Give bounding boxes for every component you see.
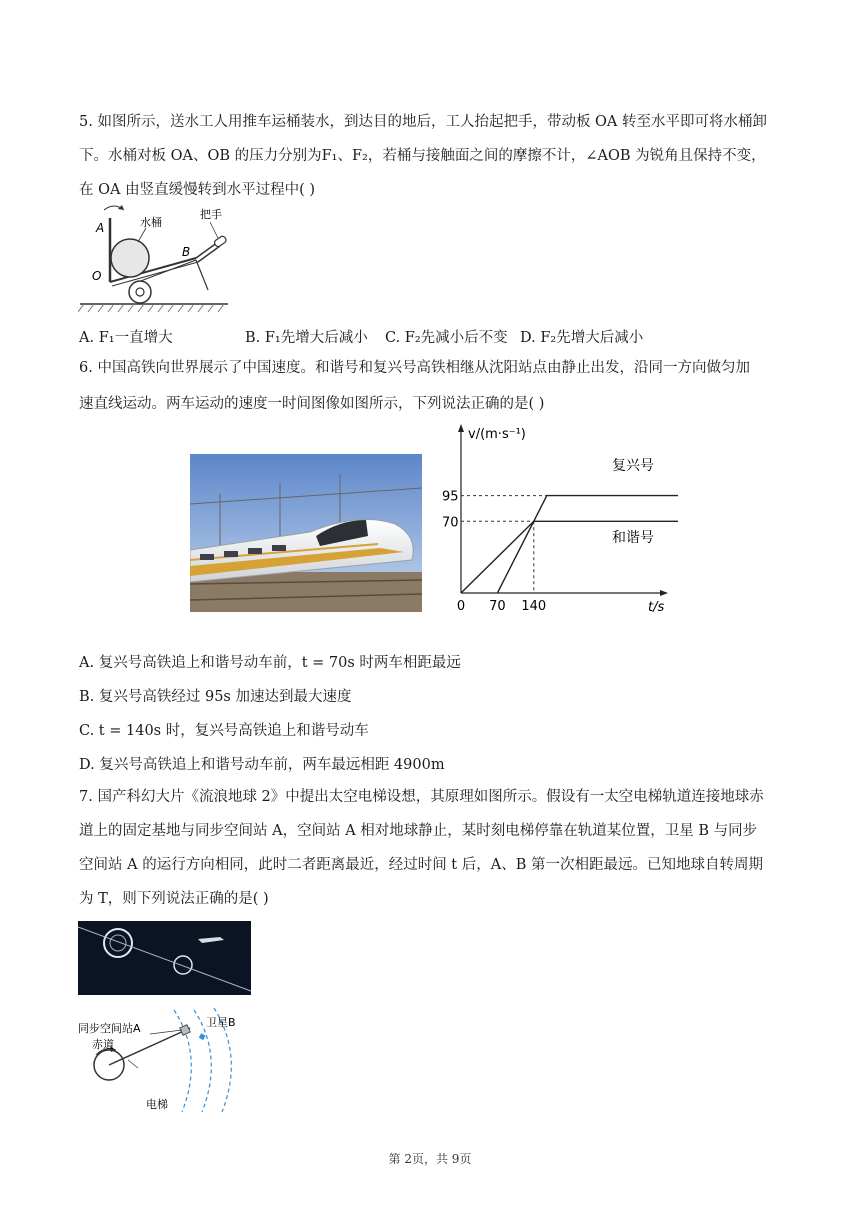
- q5-label-bucket: 水桶: [140, 216, 162, 229]
- q7-line1: 7. 国产科幻大片《流浪地球 2》中提出太空电梯设想，其原理如图所示。假设有一太空电梯轨道连接地球赤: [79, 789, 764, 805]
- q6-xtick-0: 0: [456, 599, 466, 614]
- q7-label-satellite: 卫星B: [206, 1016, 236, 1029]
- q5-line1: 5. 如图所示，送水工人用推车运桶装水，到达目的地后，工人抬起把手，带动板 OA 转至水平即可将水桶卸: [79, 114, 768, 130]
- q6-vt-chart: [428, 420, 678, 620]
- q5-label-a: A: [96, 221, 105, 235]
- q7-label-equator: 赤道: [92, 1038, 114, 1051]
- q6-series-fuxing-label: 复兴号: [612, 458, 654, 474]
- q5-label-handle: 把手: [200, 208, 222, 221]
- q5-line2: 下。水桶对板 OA、OB 的压力分别为F₁、F₂，若桶与接触面之间的摩擦不计，∠AOB 为锐角且保持不变，: [79, 148, 766, 164]
- q6-option-b: B. 复兴号高铁经过 95s 加速达到最大速度: [79, 689, 352, 705]
- q6-option-d: D. 复兴号高铁追上和谐号动车前，两车最远相距 4900m: [79, 757, 445, 773]
- q7-label-station: 同步空间站A: [78, 1022, 141, 1035]
- q5-option-d: D. F₂先增大后减小: [520, 330, 644, 346]
- q7-space-photo: [78, 921, 251, 995]
- q7-line4: 为 T，则下列说法正确的是( ): [79, 891, 269, 907]
- q7-label-elevator: 电梯: [146, 1098, 168, 1111]
- q6-option-a: A. 复兴号高铁追上和谐号动车前，t = 70s 时两车相距最远: [79, 655, 461, 671]
- q6-x-label: t/s: [648, 600, 665, 615]
- q6-train-photo: [190, 454, 422, 612]
- q6-ytick-70: 70: [442, 515, 459, 531]
- q6-ytick-95: 95: [442, 489, 459, 505]
- q6-option-c: C. t = 140s 时，复兴号高铁追上和谐号动车: [79, 723, 369, 739]
- q5-line3: 在 OA 由竖直缓慢转到水平过程中( ): [79, 182, 315, 198]
- page-footer: 第 2页，共 9页: [388, 1152, 472, 1166]
- q5-label-o: O: [92, 269, 102, 283]
- q6-y-label: v/(m·s⁻¹): [468, 427, 526, 442]
- q6-line2: 速直线运动。两车运动的速度一时间图像如图所示，下列说法正确的是( ): [79, 396, 545, 412]
- q6-xtick-140: 140: [521, 599, 547, 614]
- q5-cart-figure: [78, 200, 238, 315]
- q5-option-a: A. F₁一直增大: [79, 330, 173, 346]
- q6-line1: 6. 中国高铁向世界展示了中国速度。和谐号和复兴号高铁相继从沈阳站点由静止出发，沿同一方向做匀加: [79, 360, 750, 376]
- q5-option-b: B. F₁先增大后减小: [245, 330, 368, 346]
- q6-series-hexie-label: 和谐号: [612, 530, 654, 546]
- q7-line3: 空间站 A 的运行方向相同，此时二者距离最近，经过时间 t 后，A、B 第一次相距最远。已知地球自转周期: [79, 857, 763, 873]
- q7-elevator-diagram: [78, 1008, 248, 1112]
- q7-line2: 道上的固定基地与同步空间站 A，空间站 A 相对地球静止，某时刻电梯停靠在轨道某位置，卫星 B 与同步: [79, 823, 758, 839]
- q5-label-b: B: [182, 245, 191, 259]
- q5-option-c: C. F₂先减小后不变: [385, 330, 508, 346]
- q6-xtick-70: 70: [489, 599, 506, 614]
